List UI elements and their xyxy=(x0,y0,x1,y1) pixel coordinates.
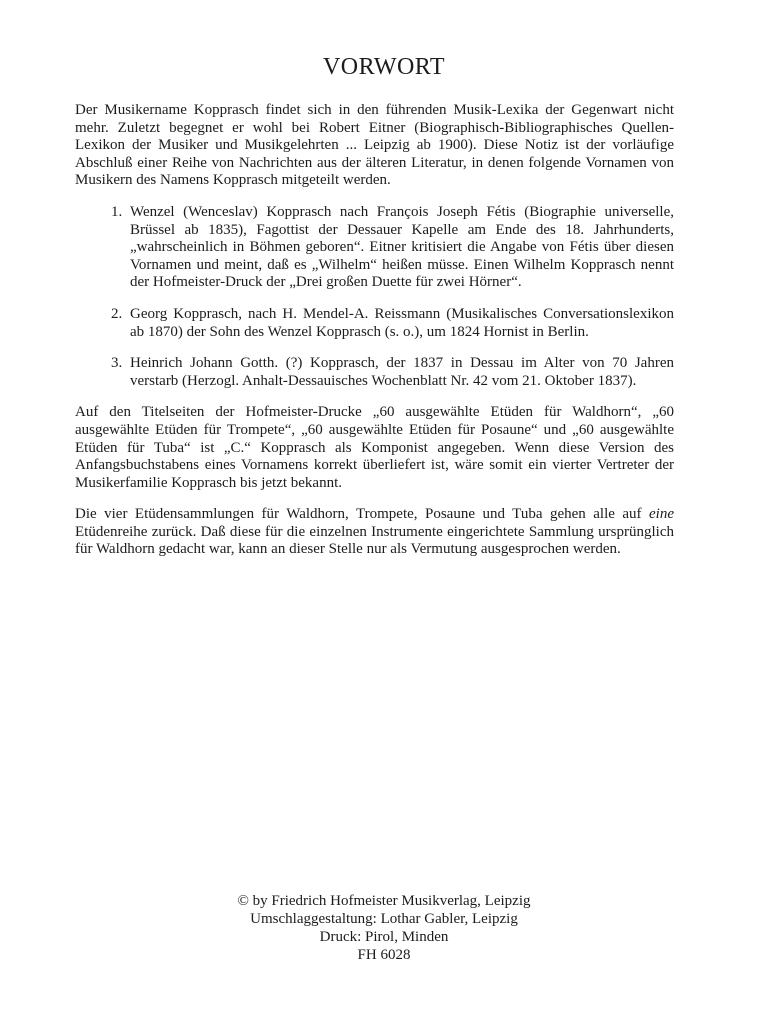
paragraph-text: Die vier Etüdensammlungen für Waldhorn, Trompete, Posaune und Tuba gehen alle auf xyxy=(75,506,650,523)
catalog-number: FH 6028 xyxy=(357,947,411,963)
list-item-number: 2. xyxy=(111,305,123,322)
list-item xyxy=(75,355,674,390)
cover-design-line: Umschlaggestaltung: Lothar Gabler, Leipzig xyxy=(250,911,518,927)
emphasized-word: eine xyxy=(649,506,674,523)
list-item-text: Heinrich Johann Gotth. (?) Kopprasch, der 1837 in Dessau im Alter von 70 Jahren verstarb (Herzogl. Anhalt-Dessauisches Wochenblatt Nr. 42 vom 21. Oktober 1837). xyxy=(130,355,674,389)
imprint xyxy=(0,892,768,964)
list-item xyxy=(75,306,674,341)
title-pages-paragraph: Auf den Titelseiten der Hofmeister-Drucke „60 ausgewählte Etüden für Waldhorn“, „60 ausgewählte Etüden für Trompete“, „60 ausgewählte Etüden für Posaune“ und „60 ausgewählte Etüden für Tuba“ ist „C.“ Kopprasch als Komponist angegeben. Wenn diese Version des Anfangsbuchstabens eines Vornamens korrekt überliefert ist, wäre somit ein vierter Vertreter der Musikerfamilie Kopprasch bis jetzt bekannt. xyxy=(75,404,674,491)
preface-body xyxy=(75,102,674,573)
page-title: VORWORT xyxy=(322,54,446,80)
list-item-number: 1. xyxy=(111,203,123,220)
name-list xyxy=(75,204,674,390)
intro-paragraph: Der Musikername Kopprasch findet sich in den führenden Musik-Lexika der Gegenwart nicht mehr. Zuletzt begegnet er wohl bei Robert Eitner (Biographisch-Bibliographisches Quellen-Lexikon der Musiker und Musikgelehrten ... Leipzig ab 1900). Diese Notiz ist der vorläufige Abschluß einer Reihe von Nachrichten aus der älteren Literatur, in denen folgende Vornamen von Musikern des Namens Kopprasch mitgeteilt werden. xyxy=(75,102,674,189)
list-item-text: Georg Kopprasch, nach H. Mendel-A. Reissmann (Musikalisches Conversationslexikon ab 1870) der Sohn des Wenzel Kopprasch (s. o.), um 1824 Hornist in Berlin. xyxy=(130,305,674,340)
paragraph-text: Etüdenreihe zurück. Daß diese für die einzelnen Instrumente eingerichtete Sammlung ursprünglich für Waldhorn gedacht war, kann an dieser Stelle nur als Vermutung ausgesprochen werden. xyxy=(75,523,674,558)
publisher-line: © by Friedrich Hofmeister Musikverlag, Leipzig xyxy=(237,893,531,909)
etude-collections-paragraph xyxy=(75,506,674,559)
print-line: Druck: Pirol, Minden xyxy=(319,929,449,945)
list-item xyxy=(75,204,674,292)
list-item-text: Wenzel (Wenceslav) Kopprasch nach François Joseph Fétis (Biographie universelle, Brüssel ab 1835), Fagottist der Dessauer Kapelle am Ende des 18. Jahrhunderts, „wahrscheinlich in Böhmen geboren“. Eitner kritisiert die Angabe von Fétis über diesen Vornamen und meint, daß es „Wilhelm“ heißen müsse. Einen Wilhelm Kopprasch nennt der Hofmeister-Druck der „Drei großen Duette für zwei Hörner“. xyxy=(130,203,674,291)
list-item-number: 3. xyxy=(111,355,123,372)
